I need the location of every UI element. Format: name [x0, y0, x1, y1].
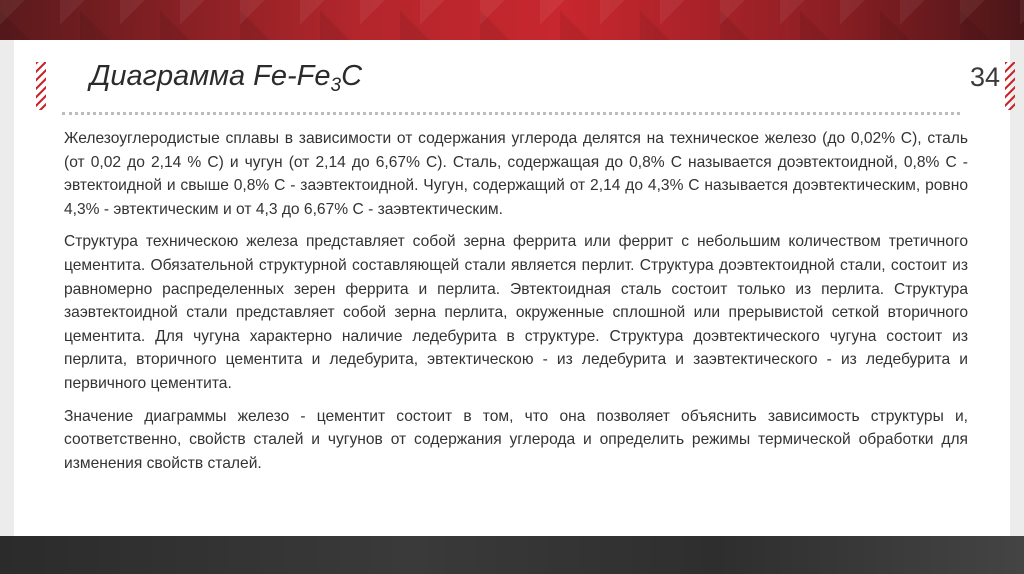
left-margin-band: [0, 40, 14, 536]
right-margin-band: [1010, 40, 1024, 536]
slide-body: [64, 127, 968, 484]
title-prefix: Диаграмма Fe-Fe: [90, 60, 331, 92]
title-divider: [62, 112, 960, 115]
paragraph-2: Структура техническою железа представляет собой зерна феррита или феррит с небольшим количеством третичного цементита. Обязательной структурной составляющей стали является перлит. Структура доэвтектоидной стали, состоит из равномерно распределенных зерен феррита и перлита. Эвтектоидная сталь состоит только из перлита. Структура заэвтектоидной стали представляет собой зерна перлита, окруженные сплошной или прерывистой сеткой вторичного цементита. Для чугуна характерно наличие ледебурита в структуре. Структура доэвтектического чугуна состоит из перлита, вторичного цементита и ледебурита, эвтектическою - из ледебурита и заэвтектического - из ледебурита и первичного цементита.: [64, 233, 968, 392]
page-number: 34: [970, 62, 1001, 92]
right-stripe-decoration: [1005, 62, 1015, 110]
header-decoration-band: [0, 0, 1024, 40]
left-stripe-decoration: [36, 62, 46, 110]
title-subscript: 3: [330, 75, 342, 96]
footer-decoration-band: [0, 536, 1024, 574]
paragraph-1: Железоуглеродистые сплавы в зависимости от содержания углерода делятся на техническое железо (до 0,02% С), сталь (от 0,02 до 2,14 % С) и чугун (от 2,14 до 6,67% С). Сталь, содержащая до 0,8% С называется доэвтектоидной, 0,8% С - эвтектоидной и свыше 0,8% С - заэвтектоидной. Чугун, содержащий от 2,14 до 4,3% С называется доэвтектическим, ровно 4,3% - эвтектическим и от 4,3 до 6,67% С - заэвтектическим.: [64, 130, 968, 218]
slide-title: [90, 60, 362, 97]
paragraph-3: Значение диаграммы железо - цементит состоит в том, что она позволяет объяснить зависимость структуры и, соответственно, свойств сталей и чугунов от содержания углерода и определить режимы термической обработки для изменения свойств сталей.: [64, 407, 968, 472]
title-suffix: C: [341, 60, 363, 92]
